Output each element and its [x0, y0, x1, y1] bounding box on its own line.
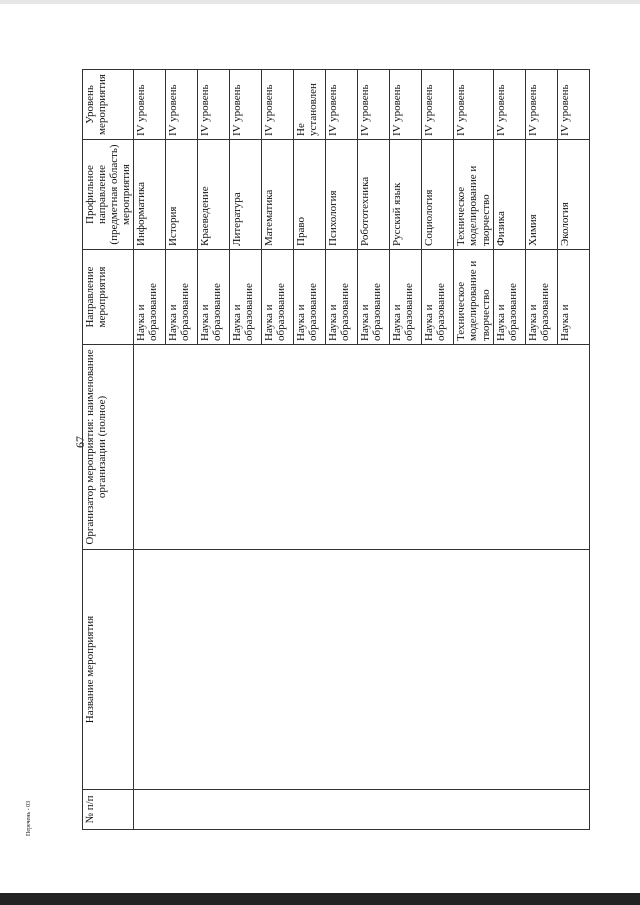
- direction-cell: Наука и образование: [166, 250, 198, 345]
- level-cell: IV уровень: [493, 70, 525, 140]
- num-cell: [134, 790, 589, 830]
- level-cell: IV уровень: [454, 70, 493, 140]
- direction-cell: Наука и образование: [358, 250, 390, 345]
- level-cell: IV уровень: [326, 70, 358, 140]
- name-cell: [134, 550, 589, 790]
- level-cell: IV уровень: [358, 70, 390, 140]
- direction-cell: Наука и образование: [230, 250, 262, 345]
- header-organizer: Организатор мероприятия: наименование организации (полное): [83, 345, 134, 550]
- level-cell: Не установлен: [294, 70, 326, 140]
- direction-cell: Техническое моделирование и творчество: [454, 250, 493, 345]
- level-cell: IV уровень: [166, 70, 198, 140]
- level-cell: IV уровень: [390, 70, 422, 140]
- profile-cell: Психология: [326, 140, 358, 250]
- footer-note: Перечень - 03: [26, 800, 32, 836]
- header-name: Название мероприятия: [83, 550, 134, 790]
- profile-cell: Физика: [493, 140, 525, 250]
- header-direction: Направление мероприятия: [83, 250, 134, 345]
- profile-cell: История: [166, 140, 198, 250]
- page-number: 67: [73, 436, 87, 448]
- events-table: [82, 69, 590, 830]
- direction-cell: Наука и образование: [422, 250, 454, 345]
- direction-cell: Наука и образование: [262, 250, 294, 345]
- level-cell: IV уровень: [525, 70, 557, 140]
- direction-cell: Наука и образование: [326, 250, 358, 345]
- scan-edge-top: [0, 0, 640, 4]
- profile-cell: Робототехника: [358, 140, 390, 250]
- header-level: Уровень мероприятия: [83, 70, 134, 140]
- header-row: [83, 70, 134, 830]
- profile-cell: Химия: [525, 140, 557, 250]
- organizer-cell: [134, 345, 589, 550]
- profile-cell: Математика: [262, 140, 294, 250]
- direction-cell: Наука и образование: [134, 250, 166, 345]
- profile-cell: Информатика: [134, 140, 166, 250]
- profile-cell: Экология: [557, 140, 589, 250]
- direction-cell: Наука и образование: [493, 250, 525, 345]
- profile-cell: Литература: [230, 140, 262, 250]
- direction-cell: Наука и образование: [390, 250, 422, 345]
- table-row: [134, 70, 166, 830]
- profile-cell: Право: [294, 140, 326, 250]
- profile-cell: Русский язык: [390, 140, 422, 250]
- header-profile: Профильное направление (предметная область) мероприятия: [83, 140, 134, 250]
- direction-cell: Наука и образование: [198, 250, 230, 345]
- level-cell: IV уровень: [230, 70, 262, 140]
- header-num: № п/п: [83, 790, 134, 830]
- table-container: [82, 70, 582, 830]
- direction-cell: Наука и образование: [525, 250, 557, 345]
- direction-cell: Наука и образование: [294, 250, 326, 345]
- profile-cell: Краеведение: [198, 140, 230, 250]
- profile-cell: Социология: [422, 140, 454, 250]
- level-cell: IV уровень: [262, 70, 294, 140]
- direction-cell: Наука и: [557, 250, 589, 345]
- level-cell: IV уровень: [422, 70, 454, 140]
- level-cell: IV уровень: [198, 70, 230, 140]
- level-cell: IV уровень: [134, 70, 166, 140]
- level-cell: IV уровень: [557, 70, 589, 140]
- profile-cell: Техническое моделирование и творчество: [454, 140, 493, 250]
- scan-edge-bottom: [0, 893, 640, 905]
